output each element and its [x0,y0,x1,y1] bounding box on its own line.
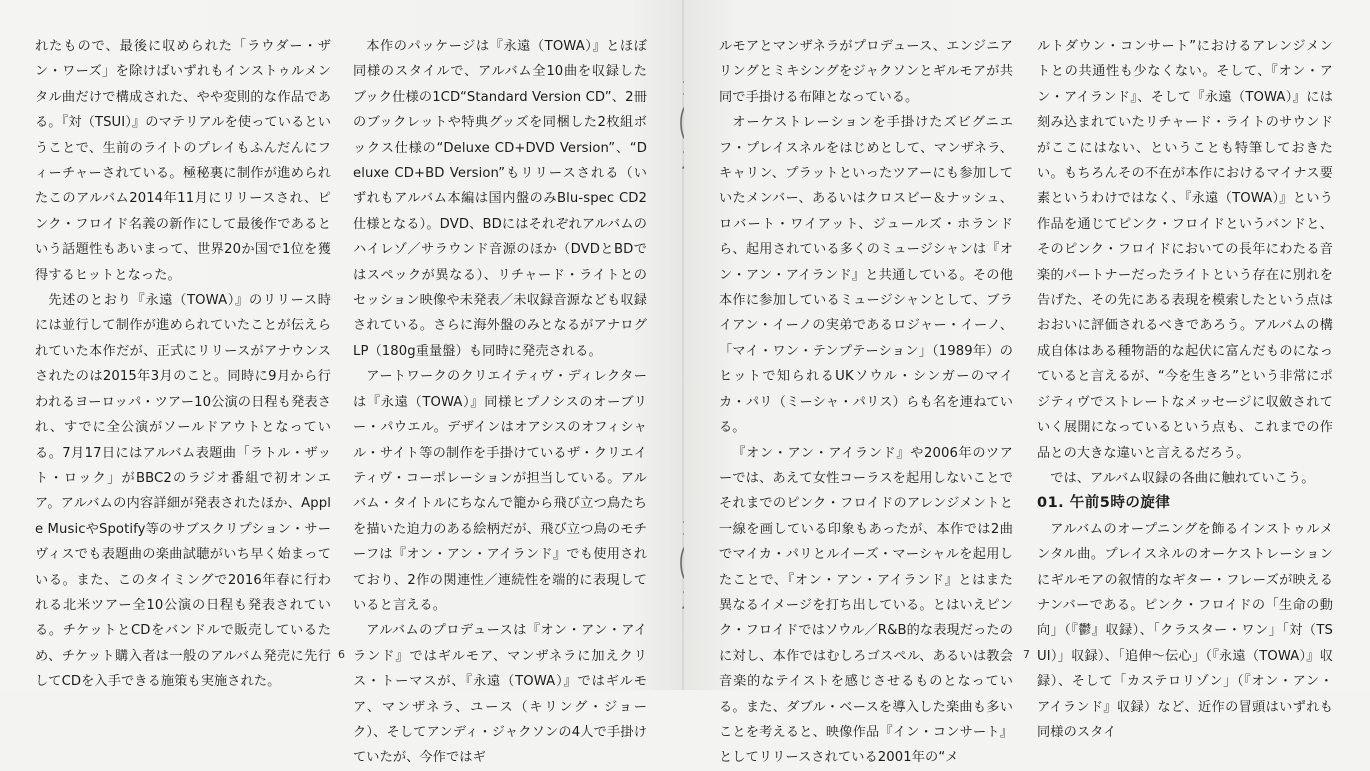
paragraph: アルバムのプロデュースは『オン・アン・アイランド』ではギルモア、マンザネラに加えクリス・トーマスが、『永遠（TOWA）』ではギルモア、マンザネラ、ユース（キリング・ジョーク）、そしてアンディ・ジャクソンの4人で手掛けていたが、今作ではギ [353,623,647,766]
left-page-column-1 [35,34,331,695]
paragraph: れたもので、最後に収められた「ラウダー・ザン・ワーズ」を除けばいずれもインストゥルメンタル曲だけで構成された、やや変則的な作品である。『対（TSUI）』のマテリアルを使っているということで、生前のライトのプレイもふんだんにフィーチャーされている。極秘裏に制作が進められたこのアルバム2014年11月にリリースされ、ピンク・フロイド名義の新作にして最後作であるという話題性もあいまって、世界20か国で1位を獲得するヒットとなった。 [35,39,331,283]
right-page-column-2 [1037,34,1333,745]
paragraph: アルバムのオープニングを飾るインストゥルメンタル曲。プレイスネルのオーケストレーションにギルモアの叙情的なギター・フレーズが映えるナンバーである。ピンク・フロイドの「生命の動向」（『鬱』収録）、「クラスター・ワン」「対（TSUI）」収録）、「追伸〜伝心」（『永遠（TOWA）』収録）、そして「カステロリゾン」（『オン・アン・アイランド』収録）など、近作の冒頭はいずれも同様のスタイ [1037,521,1333,740]
paragraph: アートワークのクリエイティヴ・ディレクターは『永遠（TOWA）』同様ヒプノシスのオーブリー・パウエル。デザインはオアシスのオフィシャル・サイト等の制作を手掛けているザ・クリエイティヴ・コーポレーションが担当している。アルバム・タイトルにちなんで籠から飛び立つ鳥たちを描いた迫力のある絵柄だが、飛び立つ鳥のモチーフは『オン・アン・アイランド』でも使用されており、2作の関連性／連続性を端的に表現していると言える。 [353,369,647,613]
paragraph: 『オン・アン・アイランド』や2006年のツアーでは、あえて女性コーラスを起用しないことでそれまでのピンク・フロイドのアレンジメントと一線を画している印象もあったが、本作では2曲でマイカ・パリとルイーズ・マーシャルを起用したことで、『オン・アン・アイランド』とはまた異なるイメージを打ち出している。とはいえピンク・フロイドではソウル／R&B的な表現だったのに対し、本作ではむしろゴスペル、あるいは教会音楽的なテイストを感じさせるものとなっている。また、ダブル・ベースを導入した楽曲も多いことを考えると、映像作品『イン・コンサート』としてリリースされている2001年の“メ [719,445,1013,766]
page-number-left: 6 [338,648,345,661]
paragraph: 本作のパッケージは『永遠（TOWA）』とほぼ同様のスタイルで、アルバム全10曲を収録したブック仕様の1CD“Standard Version CD”、2冊のブックレットや特典グッズを同梱した2枚組ボックス仕様の“Deluxe CD+DVD Version”、“Deluxe CD+BD Version”もリリースされる（いずれもアルバム本編は国内盤のみBlu-spec CD2仕様となる）。DVD、BDにはそれぞれアルバムのハイレゾ／サラウンド音源のほか（DVDとBDではスペックが異なる）、リチャード・ライトとのセッション映像や未発表／未収録音源なども収録されている。さらに海外盤のみとなるがアナログLP（180g重量盤）も同時に発売される。 [353,39,647,359]
left-page-column-2 [353,34,647,771]
paragraph: オーケストレーションを手掛けたズビグニエフ・プレイスネルをはじめとして、マンザネラ、キャリン、プラットといったツアーにも参加していたメンバー、あるいはクロスビー＆ナッシュ、ロバート・ワイアット、ジュールズ・ホランドら、起用されている多くのミュージシャンは『オン・アン・アイランド』と共通している。その他本作に参加しているミュージシャンとして、ブライアン・イーノの実弟であるロジャー・イーノ、「マイ・ワン・テンプテーション」（1989年）のヒットで知られるUKソウル・シンガーのマイカ・パリ（ミーシャ・パリス）らも名を連ねている。 [719,115,1013,436]
paragraph: ルモアとマンザネラがプロデュース、エンジニアリングとミキシングをジャクソンとギルモアが共同で手掛ける布陣となっている。 [719,39,1013,105]
paragraph: ルトダウン・コンサート”におけるアレンジメントとの共通性も少なくない。そして、『オン・アン・アイランド』、そして『永遠（TOWA）』には刻み込まれていたリチャード・ライトのサウンドがここにはない、ということも特筆しておきたい。もちろんその不在が本作におけるマイナス要素というわけではなく、『永遠（TOWA）』という作品を通じてピンク・フロイドというバンドと、そのピンク・フロイドにおいての長年にわたる音楽的パートナーだったライトという存在に別れを告げた、その先にある表現を模索したという点はおおいに評価されるべきであろう。アルバムの構成自体はある種物語的な起伏に富んだものになっていると言えるが、“今を生きろ”という非常にポジティヴでストレートなメッセージに収斂されていく展開になっているという点も、これまでの作品との大きな違いと言えるだろう。 [1037,39,1333,461]
paragraph: 先述のとおり『永遠（TOWA）』のリリース時には並行して制作が進められていたことが伝えられていた本作だが、正式にリリースがアナウンスされたのは2015年3月のこと。同時に9月から行われるヨーロッパ・ツアー10公演の日程も発表され、すでに全公演がソールドアウトとなっている。7月17日にはアルバム表題曲「ラトル・ザット・ロック」がBBC2のラジオ番組で初オンエア。アルバムの内容詳細が発表されたほか、Apple MusicやSpotify等のサブスクリプション・サーヴィスでも表題曲の楽曲試聴がいち早く始まっている。また、このタイミングで2016年春に行われる北米ツアー全10公演の日程も発表されている。チケットとCDをバンドルで販売しているため、チケット購入者は一般のアルバム発売に先行してCDを入手できる施策も実施された。 [35,293,331,690]
right-page [684,0,1370,766]
page-number-right: 7 [1023,648,1030,661]
right-page-column-1 [719,34,1013,771]
left-page [0,0,684,766]
paragraph: では、アルバム収録の各曲に触れていこう。 [1050,470,1315,486]
track-heading: 01. 午前5時の旋律 [1037,495,1171,512]
